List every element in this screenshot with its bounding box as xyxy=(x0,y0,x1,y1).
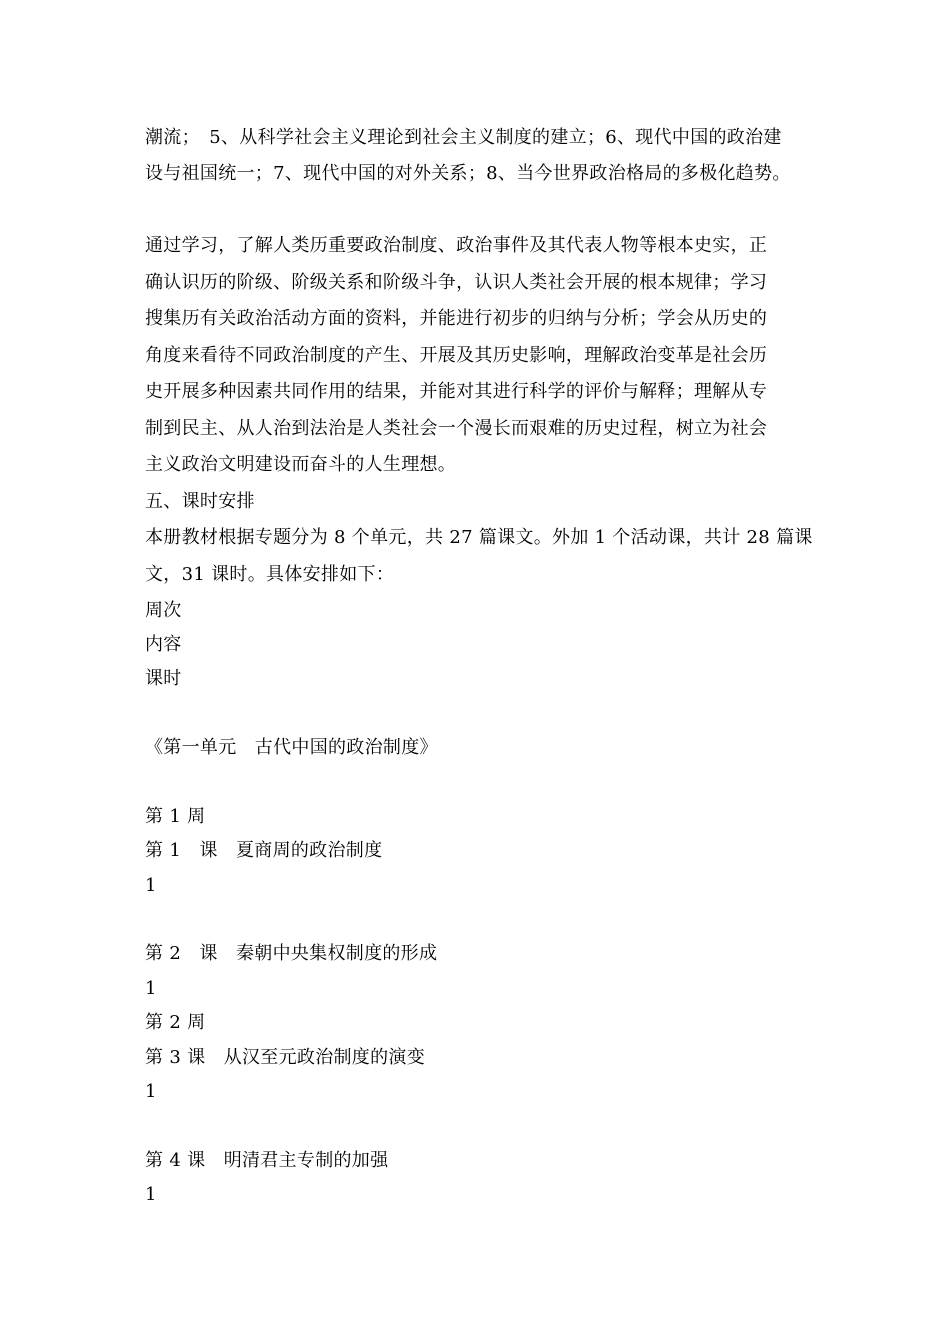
goals-line-6: 制到民主、从人治到法治是人类社会一个漫长而艰难的历史过程，树立为社会 xyxy=(145,418,768,439)
schedule-intro-line-1: 本册教材根据专题分为 8 个单元，共 27 篇课文。外加 1 个活动课，共计 28 篇课 xyxy=(145,527,813,548)
intro-line-2: 设与祖国统一；7、现代中国的对外关系；8、当今世界政治格局的多极化趋势。 xyxy=(145,163,791,184)
goals-line-1: 通过学习，了解人类历重要政治制度、政治事件及其代表人物等根本史实，正 xyxy=(145,235,768,256)
goals-line-3: 搜集历有关政治活动方面的资料，并能进行初步的归纳与分析；学会从历史的 xyxy=(145,308,768,329)
table-header-content: 内容 xyxy=(145,634,182,655)
entry-week: 第 2 周 xyxy=(145,1012,206,1033)
goals-line-5: 史开展多种因素共同作用的结果，并能对其进行科学的评价与解释；理解从专 xyxy=(145,381,768,402)
entry-hours: 1 xyxy=(145,1184,157,1205)
entry-lesson: 第 2 课 秦朝中央集权制度的形成 xyxy=(145,943,438,964)
goals-line-2: 确认识历的阶级、阶级关系和阶级斗争，认识人类社会开展的根本规律；学习 xyxy=(145,272,768,293)
entry-lesson: 第 3 课 从汉至元政治制度的演变 xyxy=(145,1047,425,1068)
table-header-week: 周次 xyxy=(145,600,182,621)
section-heading: 五、课时安排 xyxy=(145,491,255,512)
goals-line-4: 角度来看待不同政治制度的产生、开展及其历史影响，理解政治变革是社会历 xyxy=(145,345,768,366)
unit-title: 《第一单元 古代中国的政治制度》 xyxy=(145,737,438,758)
table-header-hours: 课时 xyxy=(145,668,182,689)
entry-week: 第 1 周 xyxy=(145,806,206,827)
goals-line-7: 主义政治文明建设而奋斗的人生理想。 xyxy=(145,454,457,475)
entry-hours: 1 xyxy=(145,978,157,999)
entry-hours: 1 xyxy=(145,1081,157,1102)
entry-lesson: 第 1 课 夏商周的政治制度 xyxy=(145,840,383,861)
entry-hours: 1 xyxy=(145,875,157,896)
schedule-intro-line-2: 文，31 课时。具体安排如下： xyxy=(145,564,395,585)
entry-lesson: 第 4 课 明清君主专制的加强 xyxy=(145,1150,389,1171)
intro-line-1: 潮流； 5、从科学社会主义理论到社会主义制度的建立；6、现代中国的政治建 xyxy=(145,127,782,148)
